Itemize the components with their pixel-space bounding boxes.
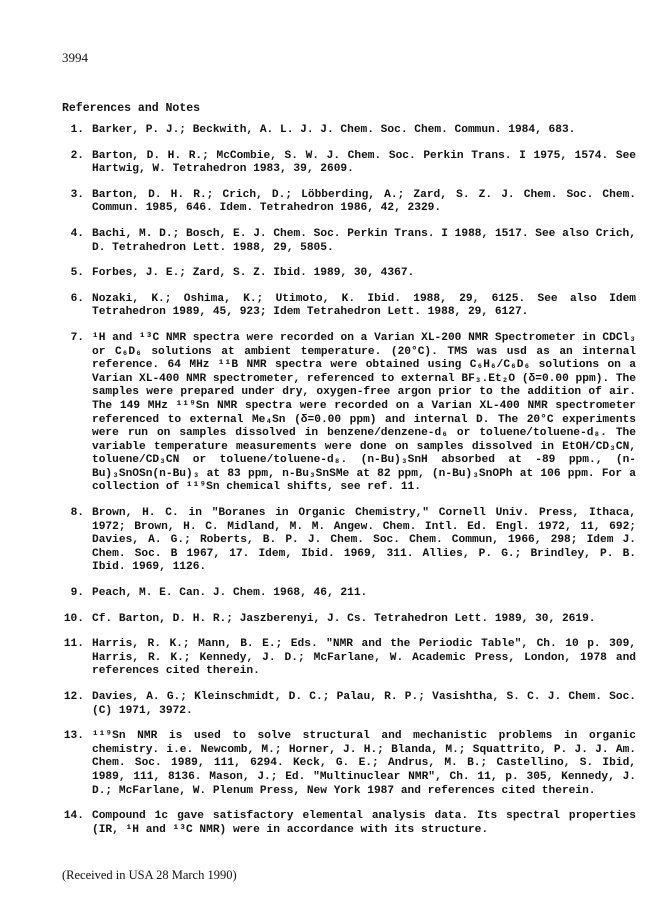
reference-number: 5. xyxy=(70,267,84,280)
reference-text: Brown, H. C. in "Boranes in Organic Chemistry," Cornell Univ. Press, Ithaca, 1972; Brown, H. C. Midland, M. M. Angew. Chem. Intl. Ed. Engl. 1972, 11, 692; Davies, A. G.; Roberts, B. P. J. Chem. Soc. Chem. Commun, 1966, 298; Idem J. Chem. Soc. B 1967, 17. Idem, Ibid. 1969, 311. Allies, P. G.; Brindley, P. B. Ibid. 1969, 1126. xyxy=(92,507,636,574)
reference-item xyxy=(62,293,636,320)
reference-item xyxy=(62,507,636,575)
reference-item xyxy=(62,613,636,627)
reference-number: 11. xyxy=(63,638,84,651)
reference-text: Cf. Barton, D. H. R.; Jaszberenyi, J. Cs. Tetrahedron Lett. 1989, 30, 2619. xyxy=(92,612,596,625)
reference-number: 10. xyxy=(63,612,84,625)
reference-text: Harris, R. K.; Mann, B. E.; Eds. "NMR and the Periodic Table", Ch. 10 p. 309, Harris, R. K.; Kennedy, J. D.; McFarlane, W. Academic Press, London, 1978 and references cited therein. xyxy=(92,638,636,678)
reference-item xyxy=(62,810,636,837)
reference-number: 13. xyxy=(63,730,84,743)
reference-item xyxy=(62,638,636,679)
references-list xyxy=(62,124,636,849)
reference-text: Davies, A. G.; Kleinschmidt, D. C.; Palau, R. P.; Vasishtha, S. C. J. Chem. Soc. (C) 1971, 3972. xyxy=(92,691,636,717)
reference-text: ¹H and ¹³C NMR spectra were recorded on a Varian XL-200 NMR Spectrometer in CDCl₃ or C₆D₆ solutions at ambient temperature. (20°C). TMS was usd as an internal reference. 64 MHz ¹¹B NMR spectra were obtained using C₆H₆/C₆D₆ solutions on a Varian XL-400 NMR spectrometer, referenced to external BF₃.Et₂O (δ=0.00 ppm). The samples were prepared under dry, oxygen-free argon prior to the addition of air. The 149 MHz ¹¹⁹Sn NMR spectra were recorded on a Varian XL-400 NMR spectrometer referenced to external Me₄Sn (δ=0.00 ppm) and internal D. The 20°C experiments were run on samples dissolved in benzene/denzene-d₆ or toluene/toluene-d₈. The variable temperature measurements were done on samples dissolved in EtOH/CD₃CN, toluene/CD₃CN or toluene/toluene-d₈. (n-Bu)₃SnH absorbed at -89 ppm., (n-Bu)₃SnOSn(n-Bu)₃ at 83 ppm, n-Bu₃SnSMe at 82 ppm, (n-Bu)₃SnOPh at 106 ppm. For a collection of ¹¹⁹Sn chemical shifts, see ref. 11. xyxy=(92,331,636,494)
reference-item xyxy=(62,189,636,216)
reference-text: Forbes, J. E.; Zard, S. Z. Ibid. 1989, 30, 4367. xyxy=(92,267,415,280)
reference-text: Peach, M. E. Can. J. Chem. 1968, 46, 211. xyxy=(92,587,368,600)
reference-number: 2. xyxy=(70,149,84,162)
reference-number: 7. xyxy=(70,331,84,344)
references-heading: References and Notes xyxy=(62,102,201,115)
page-number: 3994 xyxy=(62,50,88,65)
reference-text: Bachi, M. D.; Bosch, E. J. Chem. Soc. Perkin Trans. I 1988, 1517. See also Crich, D. Tetrahedron Lett. 1988, 29, 5805. xyxy=(92,227,636,254)
reference-number: 1. xyxy=(70,124,84,136)
reference-text: Compound 1c gave satisfactory elemental analysis data. Its spectral properties (IR, ¹H and ¹³C NMR) were in accordance with its structure. xyxy=(92,810,636,836)
reference-item xyxy=(62,124,636,138)
reference-text: Barker, P. J.; Beckwith, A. L. J. J. Chem. Soc. Chem. Commun. 1984, 683. xyxy=(92,124,576,136)
reference-number: 6. xyxy=(70,292,84,305)
reference-item xyxy=(62,730,636,798)
reference-item xyxy=(62,332,636,495)
reference-text: Barton, D. H. R.; Crich, D.; Löbberding, A.; Zard, S. Z. J. Chem. Soc. Chem. Commun. 1985, 646. Idem. Tetrahedron 1986, 42, 2329. xyxy=(92,188,636,215)
reference-item xyxy=(62,267,636,281)
reference-item xyxy=(62,150,636,177)
reference-number: 14. xyxy=(63,810,84,823)
reference-item xyxy=(62,587,636,601)
reference-number: 3. xyxy=(70,188,84,201)
reference-item xyxy=(62,228,636,255)
reference-text: Barton, D. H. R.; McCombie, S. W. J. Chem. Soc. Perkin Trans. I 1975, 1574. See Hartwig, W. Tetrahedron 1983, 39, 2609. xyxy=(92,149,636,176)
reference-item xyxy=(62,691,636,718)
reference-text: Nozaki, K.; Oshima, K.; Utimoto, K. Ibid. 1988, 29, 6125. See also Idem Tetrahedron 1989, 45, 923; Idem Tetrahedron Lett. 1988, 29, 6127. xyxy=(92,292,636,319)
reference-number: 4. xyxy=(70,227,84,240)
reference-text: ¹¹⁹Sn NMR is used to solve structural and mechanistic problems in organic chemistry. i.e. Newcomb, M.; Horner, J. H.; Blanda, M.; Squattrito, P. J. J. Am. Chem. Soc. 1989, 111, 6294. Keck, G. E.; Andrus, M. B.; Castellino, S. Ibid, 1989, 111, 8136. Mason, J.; Ed. "Multinuclear NMR", Ch. 11, p. 305, Kennedy, J. D.; McFarlane, W. Plenum Press, New York 1987 and references cited therein. xyxy=(92,730,636,797)
reference-number: 8. xyxy=(70,507,84,520)
reference-number: 12. xyxy=(63,691,84,703)
reference-number: 9. xyxy=(70,587,84,600)
received-date: (Received in USA 28 March 1990) xyxy=(62,868,237,882)
